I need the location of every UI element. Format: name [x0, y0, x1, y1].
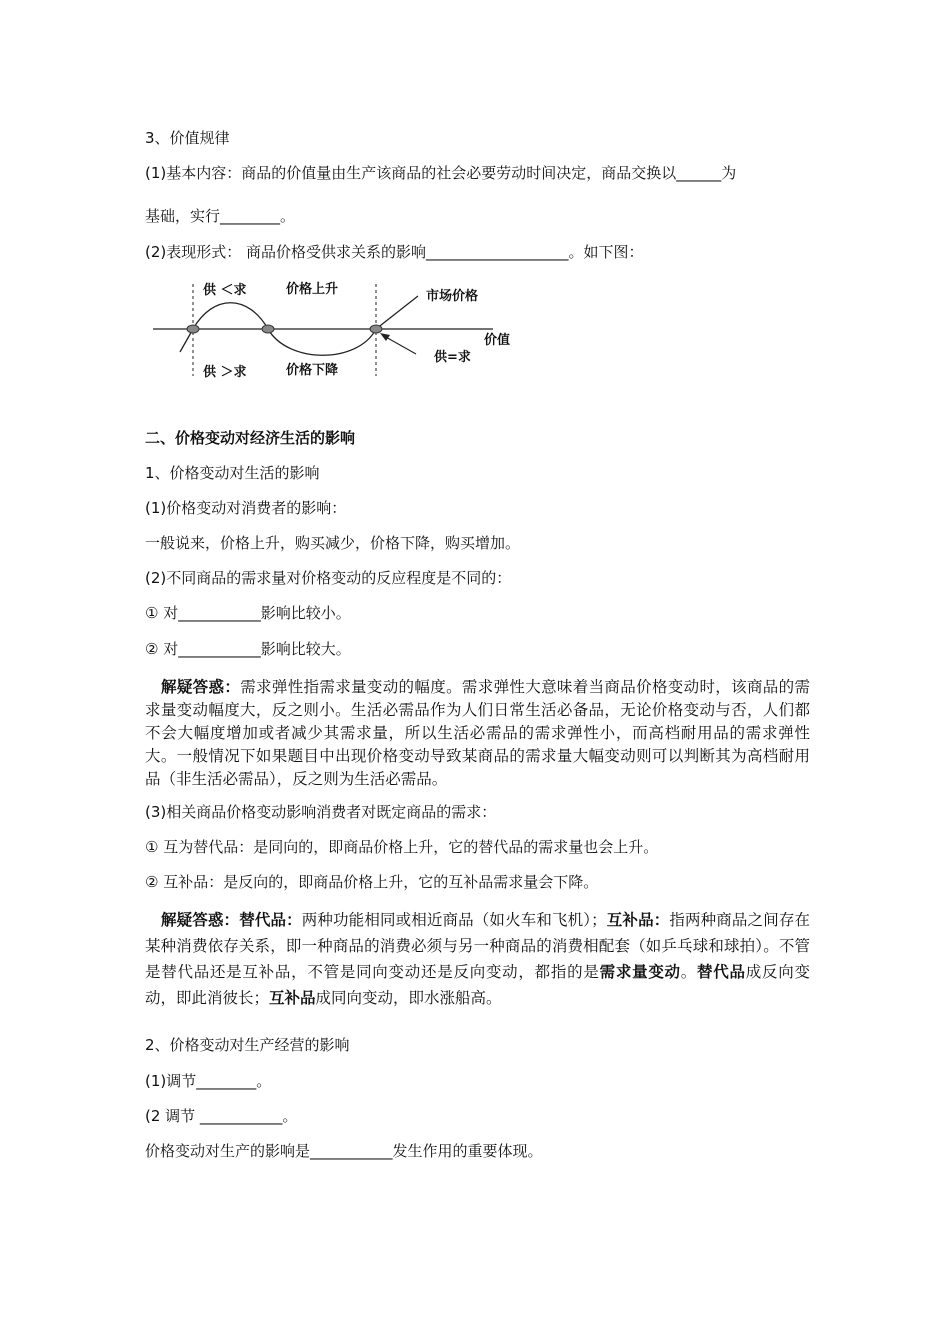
- value-label: 价值: [484, 333, 511, 348]
- expression-form-line: (2)表现形式： 商品价格受供求关系的影响___________________。如下图：: [145, 243, 644, 261]
- section-2-heading: 二、价格变动对经济生活的影响: [145, 429, 356, 447]
- eq-arrow: [384, 336, 416, 354]
- subsection-2-title: 2、价格变动对生产经营的影响: [145, 1036, 350, 1054]
- note-2-text-5: 成同向变动，即水涨船高。: [315, 989, 502, 1007]
- price-curve: [180, 296, 418, 355]
- bottom-right-label: 价格下降: [286, 363, 339, 378]
- question-3: (3)相关商品价格变动影响消费者对既定商品的需求：: [145, 803, 497, 821]
- top-right-label: 价格上升: [286, 282, 339, 297]
- basic-content-line-2: 基础，实行________。: [145, 207, 296, 225]
- market-price-label: 市场价格: [426, 289, 479, 304]
- production-item-2: (2 调节 ___________。: [145, 1107, 298, 1125]
- note-1-label: 解疑答惑：: [161, 678, 241, 696]
- bottom-left-label: 供 ＞求: [203, 365, 247, 380]
- note-1: [145, 676, 810, 791]
- subsection-1-title: 1、价格变动对生活的影响: [145, 464, 320, 482]
- note-2-term-demand-change: 需求量变动: [599, 963, 681, 981]
- note-2-term-substitute: 替代品：: [239, 911, 302, 929]
- note-2: [145, 907, 810, 1011]
- note-2-term-complement-2: 互补品: [269, 989, 316, 1007]
- question-1: (1)价格变动对消费者的影响：: [145, 499, 347, 517]
- eq-label: 供=求: [434, 350, 471, 365]
- section-3-title: 3、价值规律: [145, 129, 230, 147]
- note-2-term-substitute-2: 替代品: [697, 963, 746, 981]
- note-2-term-complement: 互补品：: [606, 911, 670, 929]
- intersection-point-3: [370, 325, 382, 333]
- basic-content-line-1: (1)基本内容：商品的价值量由生产该商品的社会必要劳动时间决定，商品交换以______为: [145, 164, 737, 182]
- note-2-text-4: 成反向变动，即此消彼长；: [145, 963, 810, 1007]
- question-2-item-b: ② 对___________影响比较大。: [145, 640, 351, 658]
- question-3-item-a: ① 互为替代品：是同向的，即商品价格上升，它的替代品的需求量也会上升。: [145, 838, 659, 856]
- note-1-text: 需求弹性指需求量变动的幅度。需求弹性大意味着当商品价格变动时，该商品的需求量变动幅度大，反之则小。生活必需品作为人们日常生活必备品，无论价格变动与否，人们都不会大幅度增加或者减少其需求量，所以生活必需品的需求弹性小，而高档耐用品的需求弹性大。一般情况下如果题目中出现价格变动导致某商品的需求量大幅变动则可以判断其为高档耐用品（非生活必需品），反之则为生活必需品。: [145, 678, 810, 788]
- question-2: (2)不同商品的需求量对价格变动的反应程度是不同的：: [145, 569, 512, 587]
- price-value-diagram: [148, 276, 528, 386]
- question-2-item-a: ① 对___________影响比较小。: [145, 604, 351, 622]
- eq-arrow-head: [380, 333, 390, 341]
- note-2-text-1: 两种功能相同或相近商品（如火车和飞机）；: [301, 911, 607, 929]
- production-item-1: (1)调节________。: [145, 1072, 272, 1090]
- top-left-label: 供 ＜求: [203, 283, 247, 298]
- note-2-text-3: 。: [680, 963, 698, 981]
- question-3-item-b: ② 互补品：是反向的，即商品价格上升，它的互补品需求量会下降。: [145, 873, 599, 891]
- production-conclusion: 价格变动对生产的影响是___________发生作用的重要体现。: [145, 1142, 543, 1160]
- intersection-point-2: [262, 325, 274, 333]
- note-2-label: 解疑答惑：: [161, 911, 240, 929]
- question-1-text: 一般说来，价格上升，购买减少，价格下降，购买增加。: [145, 534, 521, 552]
- note-2-text-2: 指两种商品之间存在某种消费依存关系，即一种商品的消费必须与另一种商品的消费相配套（如乒乓球和球拍）。不管是替代品还是互补品，不管是同向变动还是反向变动，都指的是: [145, 911, 810, 981]
- intersection-point-1: [187, 325, 199, 333]
